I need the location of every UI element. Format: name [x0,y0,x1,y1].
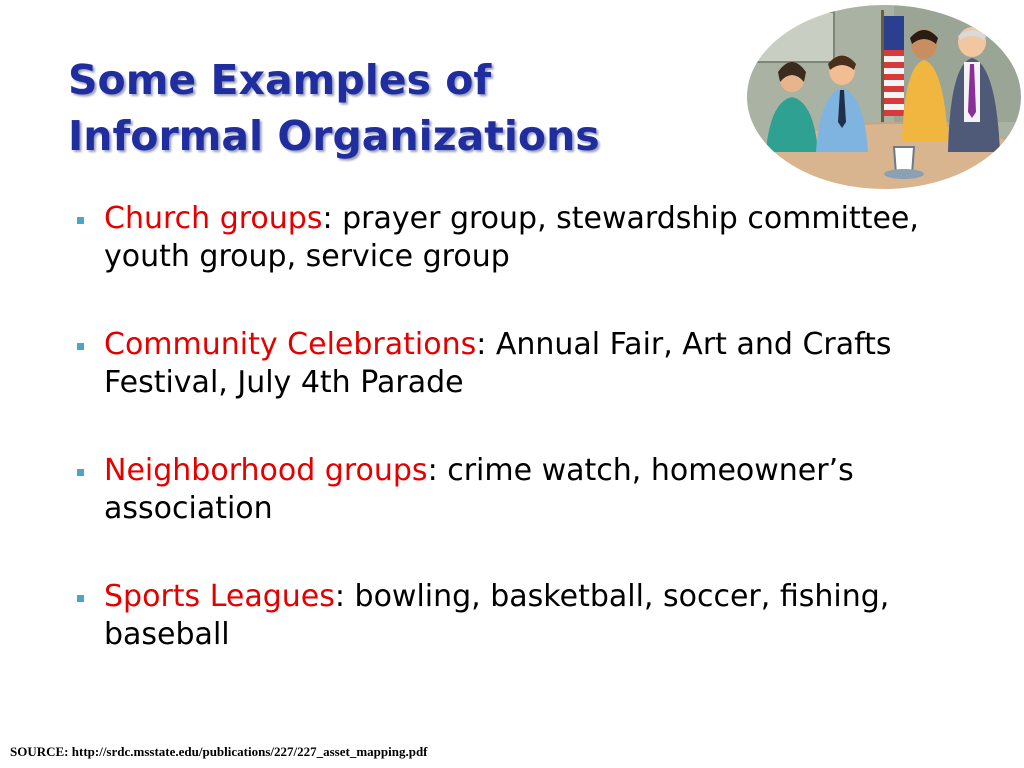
bullet-community-celebrations [72,326,972,402]
bullet-detail: prayer group, stewardship committee, youth group, service group [104,201,919,274]
bullet-detail: Annual Fair, Art and Crafts Festival, July 4th Parade [104,327,892,400]
title-line-2: Informal Organizations [68,112,600,160]
business-meeting-clipart-icon [744,2,1024,192]
bullet-separator: : [427,453,438,488]
bullet-church-groups [72,200,972,276]
bullet-detail: bowling, basketball, soccer, fishing, baseball [104,579,890,652]
bullet-list [72,200,972,704]
bullet-marker [77,595,84,602]
bullet-separator: : [476,327,487,362]
bullet-marker [77,217,84,224]
bullet-term: Neighborhood groups [104,453,428,488]
title-line-1: Some Examples of [68,56,492,104]
slide-title [68,52,708,164]
bullet-neighborhood-groups [72,452,972,528]
bullet-term: Church groups [104,201,323,236]
bullet-term: Community Celebrations [104,327,477,362]
bullet-separator: : [322,201,333,236]
bullet-detail: crime watch, homeowner’s association [104,453,854,526]
bullet-separator: : [334,579,345,614]
bullet-marker [77,343,84,350]
bullet-term: Sports Leagues [104,579,335,614]
bullet-marker [77,469,84,476]
bullet-sports-leagues [72,578,972,654]
source-citation: SOURCE: http://srdc.msstate.edu/publications/227/227_asset_mapping.pdf [10,744,428,759]
